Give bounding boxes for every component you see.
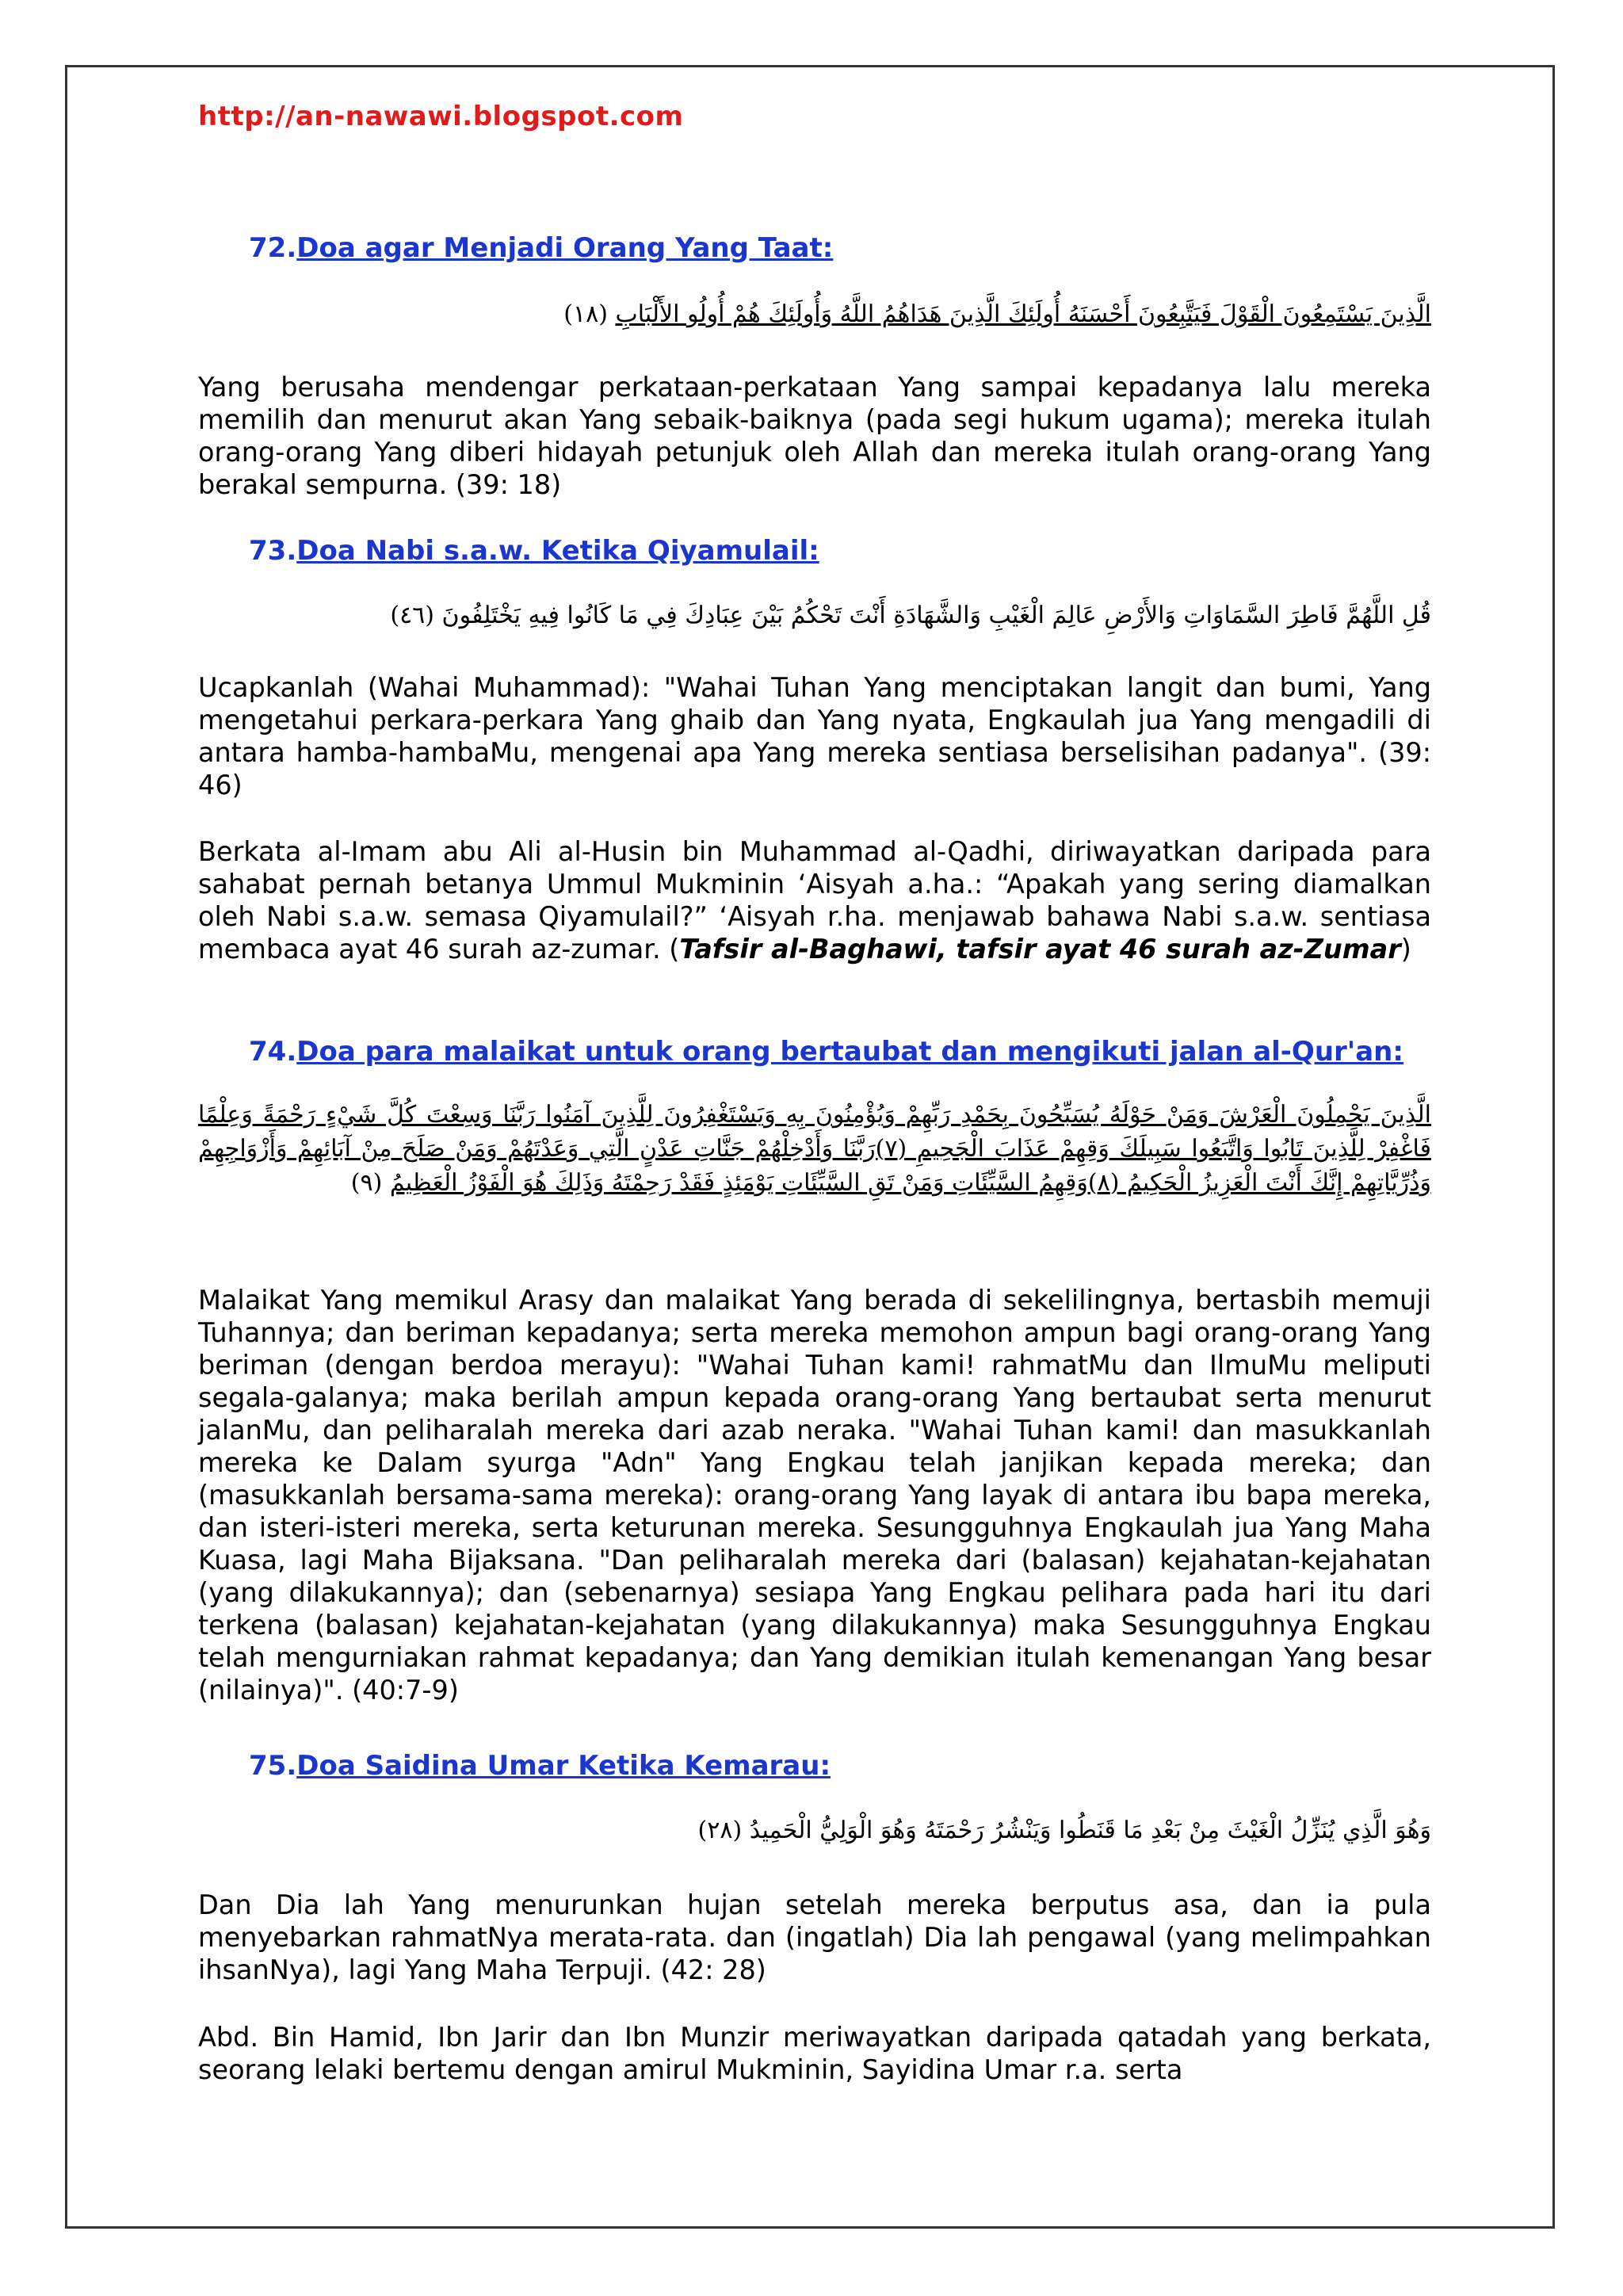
note-paragraph (198, 835, 1431, 965)
section-74-heading (249, 1036, 1403, 1068)
translation-paragraph: Ucapkanlah (Wahai Muhammad): "Wahai Tuhan Yang menciptakan langit dan bumi, Yang mengetahui perkara-perkara Yang ghaib dan Yang nyata, Engkaulah jua Yang mengadili di antara hamba-hambaMu, mengenai apa Yang mereka sentiasa berselisihan padanya". (39: 46) (198, 672, 1431, 800)
section-title-link[interactable]: Doa para malaikat untuk orang bertaubat dan mengikuti jalan al-Qur'an: (296, 1036, 1403, 1068)
section-number: 74. (249, 1036, 297, 1068)
translation-paragraph: Yang berusaha mendengar perkataan-perkataan Yang sampai kepadanya lalu mereka memilih dan menurut akan Yang sebaik-baiknya (pada segi hukum ugama); mereka itulah orang-orang Yang diberi hidayah petunjuk oleh Allah dan mereka itulah orang-orang Yang berakal sempurna. (39: 18) (198, 372, 1431, 500)
note-paragraph: Abd. Bin Hamid, Ibn Jarir dan Ibn Munzir meriwayatkan daripada qatadah yang berkata, seorang lelaki bertemu dengan amirul Mukminin, Sayidina Umar r.a. serta (198, 2022, 1431, 2085)
verse-number: (١٨) (563, 300, 608, 328)
note-text: Berkata al-Imam abu Ali al-Husin bin Muhammad al-Qadhi, diriwayatkan daripada para sahabat pernah betanya Ummul Mukminin ‘Aisyah a.ha.: “Apakah yang sering diamalkan oleh Nabi s.a.w. semasa Qiyamulail?” ‘Aisyah r.ha. menjawab bahawa Nabi s.a.w. sentiasa membaca ayat 46 surah az-zumar. ( (198, 836, 1431, 965)
section-title-link[interactable]: Doa agar Menjadi Orang Yang Taat: (296, 232, 834, 264)
section-73-heading (249, 535, 819, 567)
section-75-heading (249, 1750, 831, 1782)
blog-url-link[interactable]: http://an-nawawi.blogspot.com (198, 101, 684, 132)
note-reference: Tafsir al-Baghawi, tafsir ayat 46 surah az-Zumar (679, 934, 1401, 965)
arabic-verse-text: الَّذِينَ يَحْمِلُونَ الْعَرْشَ وَمَنْ حَوْلَهُ يُسَبِّحُونَ بِحَمْدِ رَبِّهِمْ وَيُؤْمِنُونَ بِهِ وَيَسْتَغْفِرُونَ لِلَّذِينَ آمَنُوا رَبَّنَا وَسِعْتَ كُلَّ شَيْءٍ رَحْمَةً وَعِلْمًا فَاغْفِرْ لِلَّذِينَ تَابُوا وَاتَّبَعُوا سَبِيلَكَ وَقِهِمْ عَذَابَ الْجَحِيمِ (٧)رَبَّنَا وَأَدْخِلْهُمْ جَنَّاتِ عَدْنٍ الَّتِي وَعَدْتَهُمْ وَمَنْ صَلَحَ مِنْ آبَائِهِمْ وَأَزْوَاجِهِمْ وَذُرِّيَّاتِهِمْ إِنَّكَ أَنْتَ الْعَزِيزُ الْحَكِيمُ (٨)وَقِهِمُ السَّيِّئَاتِ وَمَنْ تَقِ السَّيِّئَاتِ يَوْمَئِذٍ فَقَدْ رَحِمْتَهُ وَذَلِكَ هُوَ الْفَوْزُ الْعَظِيمُ (198, 1101, 1431, 1197)
section-title-link[interactable]: Doa Nabi s.a.w. Ketika Qiyamulail: (296, 535, 819, 567)
section-title-link[interactable]: Doa Saidina Umar Ketika Kemarau: (296, 1750, 831, 1782)
arabic-verse: وَهُوَ الَّذِي يُنَزِّلُ الْغَيْثَ مِنْ بَعْدِ مَا قَنَطُوا وَيَنْشُرُ رَحْمَتَهُ وَهُوَ الْوَلِيُّ الْحَمِيدُ (٢٨) (697, 1817, 1431, 1844)
section-72-heading (249, 232, 833, 264)
page-border (65, 65, 1555, 2229)
section-number: 72. (249, 232, 297, 264)
section-number: 75. (249, 1750, 297, 1782)
arabic-verse (198, 297, 1431, 331)
translation-paragraph: Malaikat Yang memikul Arasy dan malaikat Yang berada di sekelilingnya, bertasbih memuji Tuhannya; dan beriman kepadanya; serta mereka memohon ampun bagi orang-orang Yang beriman (dengan berdoa merayu): "Wahai Tuhan kami! rahmatMu dan IlmuMu meliputi segala-galanya; maka berilah ampun kepada orang-orang Yang bertaubat serta menurut jalanMu, dan peliharalah mereka dari azab neraka. "Wahai Tuhan kami! dan masukkanlah mereka ke Dalam syurga "Adn" Yang Engkau telah janjikan kepada mereka; dan (masukkanlah bersama-sama mereka): orang-orang Yang layak di antara ibu bapa mereka, dan isteri-isteri mereka, serta keturunan mereka. Sesungguhnya Engkaulah jua Yang Maha Kuasa, lagi Maha Bijaksana. "Dan peliharalah mereka dari (balasan) kejahatan-kejahatan (yang dilakukannya); dan (sebenarnya) sesiapa Yang Engkau pelihara pada hari itu dari terkena (balasan) kejahatan-kejahatan (yang dilakukannya) maka Sesungguhnya Engkau telah mengurniakan rahmat kepadanya; dan Yang demikian itulah kemenangan Yang besar (nilainya)". (40:7-9) (198, 1285, 1431, 1706)
translation-paragraph: Dan Dia lah Yang menurunkan hujan setelah mereka berputus asa, dan ia pula menyebarkan rahmatNya merata-rata. dan (ingatlah) Dia lah pengawal (yang melimpahkan ihsanNya), lagi Yang Maha Terpuji. (42: 28) (198, 1889, 1431, 1985)
note-text-end: ) (1400, 934, 1411, 965)
arabic-verse: قُلِ اللَّهُمَّ فَاطِرَ السَّمَاوَاتِ وَالأَرْضِ عَالِمَ الْغَيْبِ وَالشَّهَادَةِ أَنْتَ تَحْكُمُ بَيْنَ عِبَادِكَ فِي مَا كَانُوا فِيهِ يَخْتَلِفُونَ (٤٦) (390, 602, 1431, 629)
arabic-verse-text: الَّذِينَ يَسْتَمِعُونَ الْقَوْلَ فَيَتَّبِعُونَ أَحْسَنَهُ أُولَئِكَ الَّذِينَ هَدَاهُمُ اللَّهُ وَأُولَئِكَ هُمْ أُولُو الأَلْبَابِ (615, 300, 1431, 328)
arabic-verse (198, 1098, 1431, 1200)
verse-number: (٩) (350, 1169, 383, 1197)
section-number: 73. (249, 535, 297, 567)
